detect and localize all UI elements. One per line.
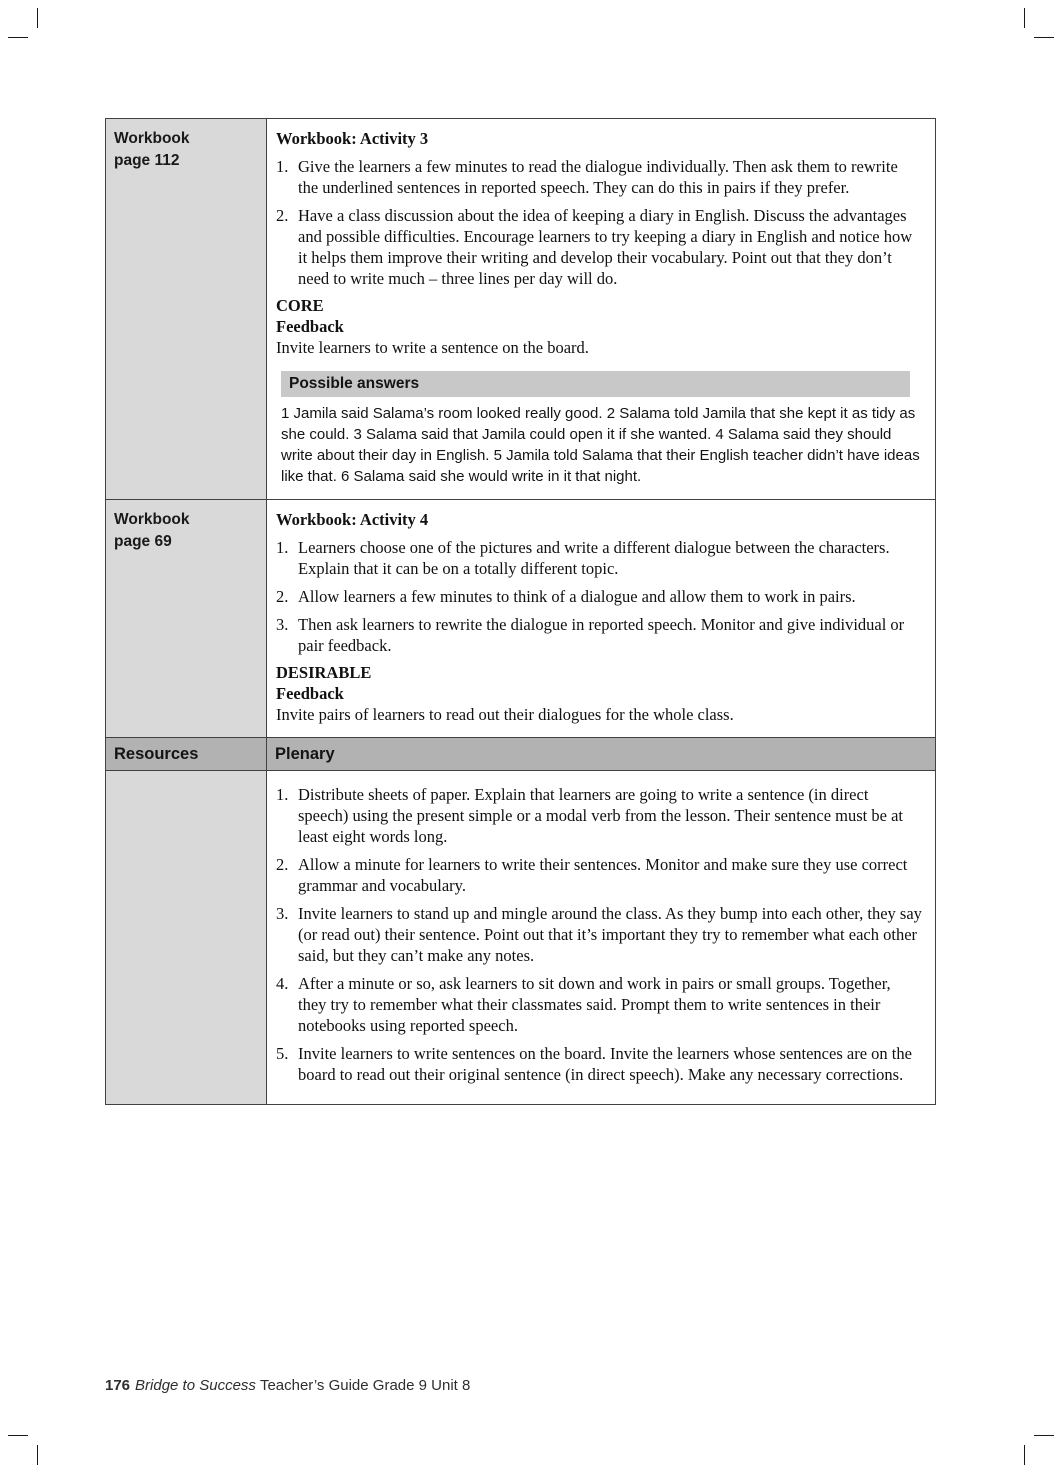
tier-label: DESIRABLE bbox=[276, 663, 372, 682]
step-text: After a minute or so, ask learners to sit down and work in pairs or small groups. Together, they try to remember what their classmates said. Prompt them to write sentences in their notebooks using reported speech. bbox=[298, 974, 891, 1035]
crop-mark-bottom-right-h bbox=[1034, 1435, 1054, 1436]
activity-title: Workbook: Activity 4 bbox=[276, 510, 429, 529]
step bbox=[276, 205, 922, 289]
step-text: Invite learners to write sentences on the board. Invite the learners whose sentences are on the board to read out their original sentence (in direct speech). Make any necessary corrections. bbox=[298, 1044, 912, 1084]
step bbox=[276, 156, 922, 198]
step bbox=[276, 537, 922, 579]
label-line-1: Workbook bbox=[114, 511, 190, 528]
step-text: Allow a minute for learners to write their sentences. Monitor and make sure they use correct grammar and vocabulary. bbox=[298, 855, 908, 895]
step-text: Allow learners a few minutes to think of a dialogue and allow them to work in pairs. bbox=[298, 587, 856, 606]
step-text: Have a class discussion about the idea of keeping a diary in English. Discuss the advantages and possible difficulties. Encourage learners to try keeping a diary in English and notice how it helps them improve their writing and develop their vocabulary. Point out that they don’t need to write much – three lines per day will do. bbox=[298, 206, 913, 288]
step-number: 1. bbox=[276, 538, 289, 557]
resources-empty-cell bbox=[106, 771, 267, 1104]
feedback-heading: Feedback bbox=[276, 317, 344, 336]
step bbox=[276, 903, 922, 966]
feedback-heading: Feedback bbox=[276, 684, 344, 703]
footer-guide-text: Teacher’s Guide Grade 9 Unit 8 bbox=[259, 1377, 471, 1394]
crop-mark-bottom-left-v bbox=[37, 1445, 38, 1465]
feedback-text: Invite learners to write a sentence on the board. bbox=[276, 338, 589, 357]
content-cell-plenary bbox=[267, 771, 935, 1104]
step bbox=[276, 854, 922, 896]
crop-mark-bottom-left-h bbox=[8, 1435, 28, 1436]
tier-label: CORE bbox=[276, 296, 324, 315]
possible-answers-bar: Possible answers bbox=[281, 371, 910, 397]
step-text: Distribute sheets of paper. Explain that learners are going to write a sentence (in direct speech) using the present simple or a modal verb from the lesson. Their sentence must be at least eight words long. bbox=[298, 785, 903, 846]
header-plenary: Plenary bbox=[267, 738, 935, 770]
step-number: 1. bbox=[276, 157, 289, 176]
content-cell-activity-4 bbox=[267, 500, 935, 737]
feedback-text: Invite pairs of learners to read out their dialogues for the whole class. bbox=[276, 705, 734, 724]
possible-answers-text: 1 Jamila said Salama’s room looked really good. 2 Salama told Jamila that she kept it as tidy as she could. 3 Salama said that Jamila could open it if she wanted. 4 Salama said they should write about their day in English. 5 Jamila told Salama that their English teacher didn’t have ideas like that. 6 Salama said she would write in it that night. bbox=[281, 405, 920, 485]
label-cell-workbook-112 bbox=[106, 119, 267, 499]
step-number: 2. bbox=[276, 855, 289, 874]
step bbox=[276, 784, 922, 847]
step-number: 2. bbox=[276, 206, 289, 225]
row-workbook-page-112 bbox=[106, 119, 935, 499]
step-number: 1. bbox=[276, 785, 289, 804]
footer-page-number: 176 bbox=[105, 1377, 131, 1394]
step-number: 5. bbox=[276, 1044, 289, 1063]
lesson-plan-table bbox=[105, 118, 936, 1105]
step bbox=[276, 973, 922, 1036]
step-number: 2. bbox=[276, 587, 289, 606]
step-number: 4. bbox=[276, 974, 289, 993]
step-text: Give the learners a few minutes to read the dialogue individually. Then ask them to rewrite the underlined sentences in reported speech. They can do this in pairs if they prefer. bbox=[298, 157, 898, 197]
row-plenary-body bbox=[106, 770, 935, 1104]
step-number: 3. bbox=[276, 615, 289, 634]
label-cell-workbook-69 bbox=[106, 500, 267, 737]
crop-mark-top-left-h bbox=[8, 37, 28, 38]
step-text: Then ask learners to rewrite the dialogue in reported speech. Monitor and give individual or pair feedback. bbox=[298, 615, 905, 655]
label-line-2: page 69 bbox=[114, 533, 172, 550]
step-text: Learners choose one of the pictures and write a different dialogue between the characters. Explain that it can be on a totally different topic. bbox=[298, 538, 890, 578]
crop-mark-bottom-right-v bbox=[1024, 1445, 1025, 1465]
step-number: 3. bbox=[276, 904, 289, 923]
page-footer bbox=[105, 1377, 470, 1394]
content-cell-activity-3 bbox=[267, 119, 935, 499]
crop-mark-top-right-v bbox=[1024, 8, 1025, 28]
header-resources: Resources bbox=[106, 738, 267, 770]
row-resources-plenary-header bbox=[106, 737, 935, 770]
label-line-1: Workbook bbox=[114, 130, 190, 147]
activity-title: Workbook: Activity 3 bbox=[276, 129, 429, 148]
crop-mark-top-left-v bbox=[37, 8, 38, 28]
crop-mark-top-right-h bbox=[1034, 37, 1054, 38]
step bbox=[276, 614, 922, 656]
label-line-2: page 112 bbox=[114, 152, 180, 169]
step bbox=[276, 1043, 922, 1085]
step-text: Invite learners to stand up and mingle around the class. As they bump into each other, they say (or read out) their sentence. Point out that it’s important they try to remember what each other said, but they can’t make any notes. bbox=[298, 904, 922, 965]
footer-book-title: Bridge to Success bbox=[135, 1377, 256, 1394]
row-workbook-page-69 bbox=[106, 499, 935, 737]
step bbox=[276, 586, 922, 607]
